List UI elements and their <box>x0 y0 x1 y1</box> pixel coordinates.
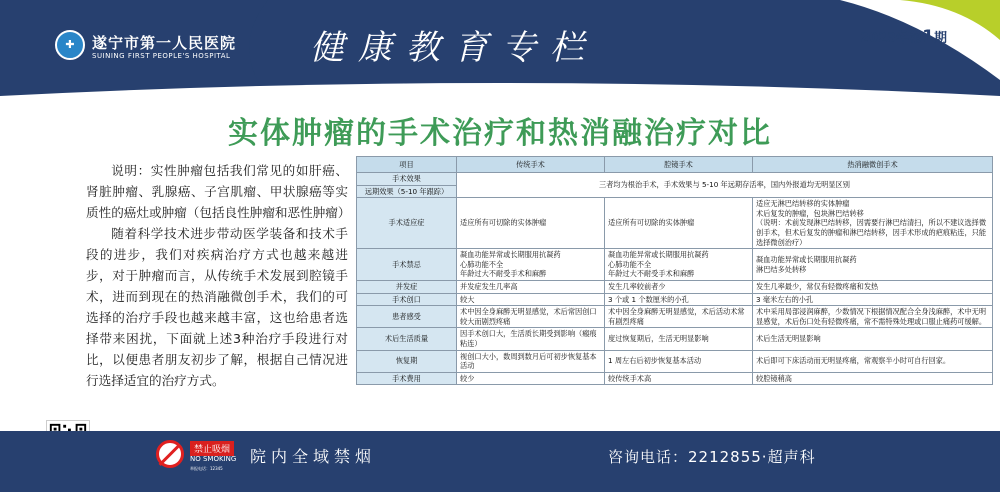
cell-traditional: 因手术创口大，生活质长期受到影响（瘢痕粘连） <box>457 328 605 350</box>
row-label: 恢复期 <box>357 350 457 372</box>
table-row <box>357 328 993 350</box>
cell-traditional: 视创口大小，数周到数月后可初步恢复基本活动 <box>457 350 605 372</box>
table-row <box>357 280 993 293</box>
hospital-name-en: SUINING FIRST PEOPLE'S HOSPITAL <box>92 52 231 60</box>
cell-ablation: 3 毫米左右的小孔 <box>753 293 993 306</box>
row-label: 患者感受 <box>357 306 457 328</box>
description <box>86 160 351 391</box>
cell-laparoscopic: 适应所有可切除的实体肿瘤 <box>605 198 753 249</box>
table-row <box>357 372 993 385</box>
column-title: 健康教育专栏 <box>310 28 598 68</box>
description-paragraph-2: 随着科学技术进步带动医学装备和技术手段的进步，我们对疾病治疗方式也越来越进步，对于肿瘤而言，从传统手术发展到腔镜手术，进而到现在的热消融微创手术，我们的可选择的治疗手段也越来越丰富，这也给患者选择带来困扰，下面就上述3种治疗手段进行对比，以便患者朋友初步了解，根据自己情况进行选择适宜的治疗方式。 <box>86 226 348 388</box>
table-row <box>357 350 993 372</box>
merged-cell: 三者均为根治手术，手术效果与 5-10 年远期存活率，国内外报道均无明显区别 <box>457 173 993 198</box>
no-smoking-text: 院内全域禁烟 <box>250 447 377 466</box>
cell-laparoscopic: 发生几率较前者少 <box>605 280 753 293</box>
consultation-phone: 咨询电话：2212855·超声科 <box>608 448 816 466</box>
table-row <box>357 198 993 249</box>
row-label: 术后生活质量 <box>357 328 457 350</box>
comparison-table <box>356 156 993 385</box>
cell-ablation: 术后即可下床活动而无明显疼痛，常观察半小时可自行回家。 <box>753 350 993 372</box>
row-label: 并发症 <box>357 280 457 293</box>
cell-laparoscopic: 术中因全身麻醉无明显感觉，术后活动术常有剧烈疼痛 <box>605 306 753 328</box>
cell-traditional: 适应所有可切除的实体肿瘤 <box>457 198 605 249</box>
cell-laparoscopic: 凝血功能异常或长期服用抗凝药 心肺功能不全 年龄过大不耐受手术和麻醉 <box>605 249 753 281</box>
row-label: 手术创口 <box>357 293 457 306</box>
cell-ablation: 发生几率最少，常仅有轻微疼痛和发热 <box>753 280 993 293</box>
header-laparoscopic: 腔镜手术 <box>605 157 753 173</box>
description-paragraph-1: 说明：实性肿瘤包括我们常见的如肝癌、肾脏肿瘤、乳腺癌、子宫肌瘤、甲状腺癌等实质性的癌灶或肿瘤（包括良性肿瘤和恶性肿瘤） <box>86 163 351 220</box>
header-ablation: 热消融微创手术 <box>753 157 993 173</box>
table-row <box>357 173 993 186</box>
table-row <box>357 293 993 306</box>
header-item: 项目 <box>357 157 457 173</box>
cell-ablation: 凝血功能异常或长期服用抗凝药 淋巴结多处转移 <box>753 249 993 281</box>
hospital-logo: ✚ <box>55 30 85 60</box>
row-label: 手术禁忌 <box>357 249 457 281</box>
cell-traditional: 术中因全身麻醉无明显感觉，术后常因创口较大而剧烈疼痛 <box>457 306 605 328</box>
no-smoking-icon <box>156 440 184 468</box>
cell-laparoscopic: 3 个或 1 个数厘米的小孔 <box>605 293 753 306</box>
cell-traditional: 较大 <box>457 293 605 306</box>
issue-suffix: 期 <box>934 31 948 46</box>
cell-laparoscopic: 较传统手术高 <box>605 372 753 385</box>
issue-number <box>860 27 947 47</box>
row-label: 远期效果（5-10 年跟踪） <box>357 185 457 198</box>
row-label: 手术效果 <box>357 173 457 186</box>
issue-prefix: 2023年第 <box>860 31 923 46</box>
cell-ablation: 术中采用局部浸润麻醉，少数情况下根据情况配合全身浅麻醉，术中无明显感觉，术后伤口处有轻微疼痛，常不需特殊处理或口服止痛药可缓解。 <box>753 306 993 328</box>
row-label: 手术费用 <box>357 372 457 385</box>
table-row <box>357 306 993 328</box>
cell-ablation: 较腔镜稍高 <box>753 372 993 385</box>
table-row <box>357 249 993 281</box>
no-smoking-sub: 举报电话：12345 <box>190 466 223 471</box>
cell-traditional: 并发症发生几率高 <box>457 280 605 293</box>
cell-laparoscopic: 1 周左右后初步恢复基本活动 <box>605 350 753 372</box>
cell-ablation: 适应无淋巴结转移的实体肿瘤 术后复发的肿瘤，包块淋巴结转移 （说明：术前发现淋巴结转移，因需要行淋巴结清扫，所以不建议选择微创手术，但术后复发的肿瘤和淋巴结转移，因手术形成的疤痕粘连，只能选择微创治疗） <box>753 198 993 249</box>
cell-traditional: 凝血功能异常或长期服用抗凝药 心肺功能不全 年龄过大不耐受手术和麻醉 <box>457 249 605 281</box>
no-smoking-label: 禁止吸烟 <box>190 441 234 456</box>
main-title: 实体肿瘤的手术治疗和热消融治疗对比 <box>228 116 772 151</box>
table-header-row <box>357 157 993 173</box>
no-smoking-en: NO SMOKING <box>190 455 237 463</box>
cell-ablation: 术后生活无明显影响 <box>753 328 993 350</box>
cell-laparoscopic: 度过恢复期后，生活无明显影响 <box>605 328 753 350</box>
footer-band <box>0 431 1000 492</box>
cell-traditional: 较少 <box>457 372 605 385</box>
header-traditional: 传统手术 <box>457 157 605 173</box>
hospital-name: 遂宁市第一人民医院 <box>92 34 237 52</box>
row-label: 手术适应症 <box>357 198 457 249</box>
issue-value: 1 <box>922 27 935 47</box>
